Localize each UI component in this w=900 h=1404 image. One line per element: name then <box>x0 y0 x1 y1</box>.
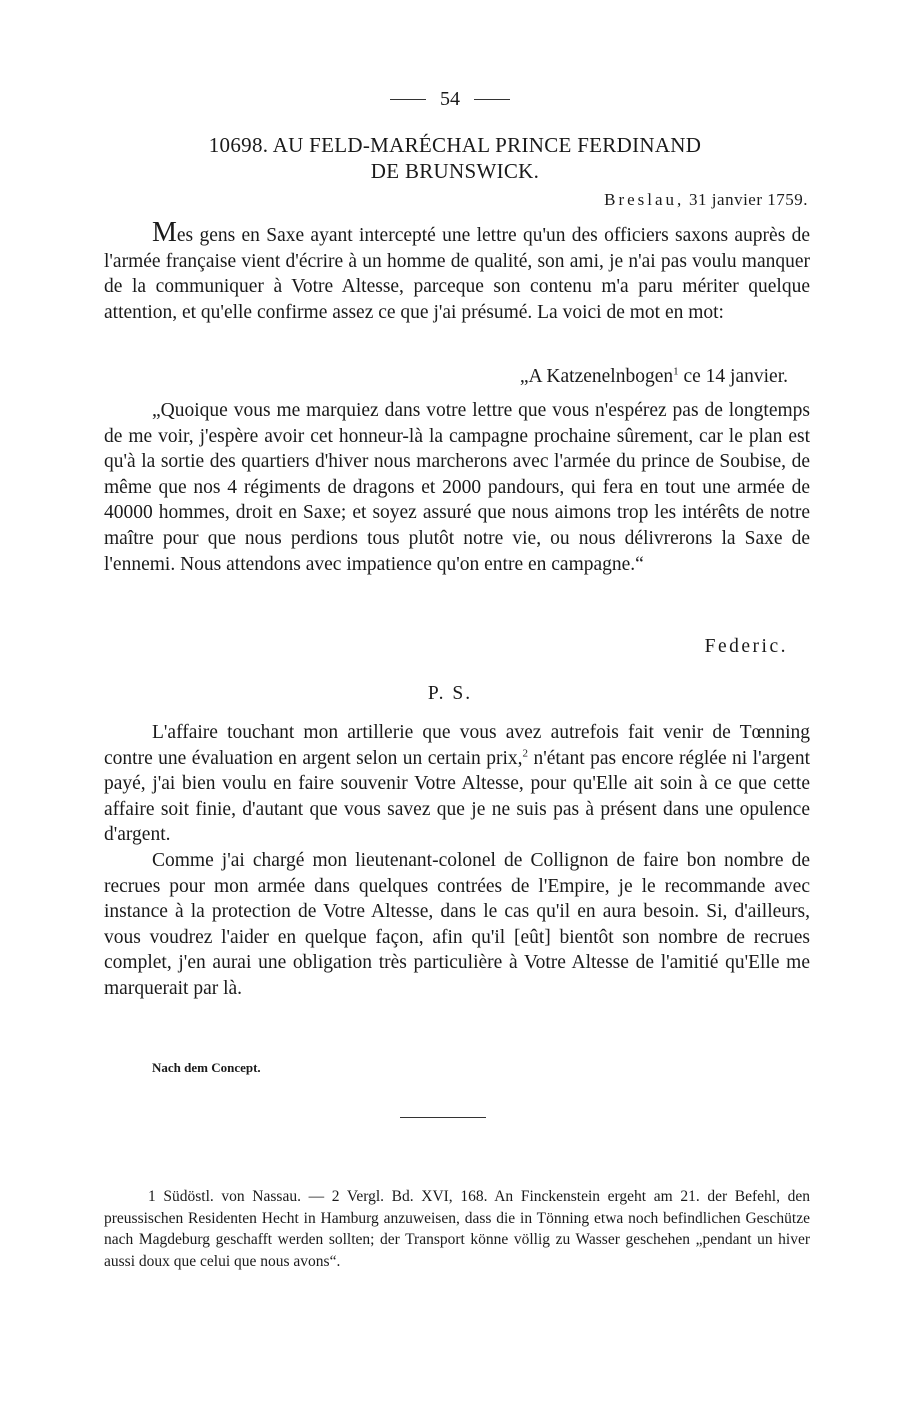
postscript-body <box>104 720 810 1002</box>
page-number-dash-right <box>474 99 510 100</box>
page-number-row <box>0 88 900 111</box>
heading-line-2: DE BRUNSWICK. <box>370 159 540 183</box>
page-number-dash-left <box>390 99 426 100</box>
dateline-place: Breslau, <box>604 190 685 209</box>
main-paragraph <box>104 217 810 325</box>
footnote-text: 1 Südöstl. von Nassau. — 2 Vergl. Bd. XVI, 168. An Finckenstein ergeht am 21. der Befehl, den preussischen Residenten Hecht in Hamburg anzuweisen, dass die in Tönning etwa noch befindlichen Geschütze nach Magdeburg geschafft werden sollten; der Transport könne völlig zu Wasser geschehen „pendant un hiver aussi doux que celui que nous avons“. <box>104 1188 810 1270</box>
footnote-separator <box>400 1117 486 1118</box>
quoted-letter-place: „A Katzenelnbogen <box>519 366 674 387</box>
page-number: 54 <box>440 88 460 110</box>
letter-heading <box>100 132 810 184</box>
first-letter: M <box>152 217 177 248</box>
footnote-ref-2: 2 <box>522 747 529 760</box>
quoted-letter-text: „Quoique vous me marquiez dans votre lettre que vous n'espérez pas de longtemps de me voir, j'espère avoir cet honneur-là la campagne prochaine sûrement, car le plan est qu'à la sortie des quartiers d'hiver nous marcherons avec l'armée du prince de Soubise, de même que nos 4 régiments de dragons et 2000 pandours, qui fera en tout une armée de 40000 hommes, droit en Saxe; et soyez assuré que nous aimons trop les intérêts de notre maître pour que nous perdions tous plutôt notre vie, ou nous délivrerons la Saxe de l'ennemi. Nous attendons avec impatience qu'on entre en campagne.“ <box>104 400 810 575</box>
source-note: Nach dem Concept. <box>152 1060 261 1075</box>
quoted-letter-date <box>520 366 788 388</box>
signature: Federic. <box>704 636 788 657</box>
postscript-paragraph-2: Comme j'ai chargé mon lieutenant-colonel de Collignon de faire bon nombre de recrues pour mon armée dans quelques contrées de l'Empire, je le recommande avec instance à la protection de Votre Altesse, dans le cas qu'il en aura besoin. Si, d'ailleurs, vous voudrez l'aider en quelque façon, afin qu'il [eût] bientôt son nombre de recrues complet, j'en aurai une obligation très particulière à Votre Altesse de l'amitié qu'Elle me marquerait par là. <box>104 849 810 999</box>
dateline-date: 31 janvier 1759. <box>689 190 808 209</box>
footnote-ref-1: 1 <box>673 365 679 378</box>
quoted-letter-body <box>104 398 810 577</box>
main-paragraph-text: es gens en Saxe ayant intercepté une lettre qu'un des officiers saxons auprès de l'armée française vient d'écrire à un homme de qualité, son ami, je n'ai pas voulu manquer de la communiquer à Votre Altesse, parceque son contenu m'a paru mériter quelque attention, et qu'elle confirme assez ce que j'ai présumé. La voici de mot en mot: <box>104 225 810 323</box>
heading-line-1: 10698. AU FELD-MARÉCHAL PRINCE FERDINAND <box>208 133 702 157</box>
postscript-paragraph-1-b: n'étant pas encore réglée ni l'argent payé, j'ai bien voulu en faire souvenir Votre Altesse, pour qu'Elle ait soin à ce que cette affaire soit finie, d'autant que vous savez que je ne suis pas à présent dans une opulence d'argent. <box>104 747 810 846</box>
postscript-paragraph-1 <box>104 720 810 848</box>
quoted-letter-day: ce 14 janvier. <box>678 366 788 387</box>
postscript-paragraph-1-a: L'affaire touchant mon artillerie que vous avez autrefois fait venir de Tœnning contre une évaluation en argent selon un certain prix, <box>104 722 810 769</box>
dateline <box>604 190 808 210</box>
footnotes <box>104 1186 810 1272</box>
postscript-heading: P. S. <box>427 683 473 704</box>
